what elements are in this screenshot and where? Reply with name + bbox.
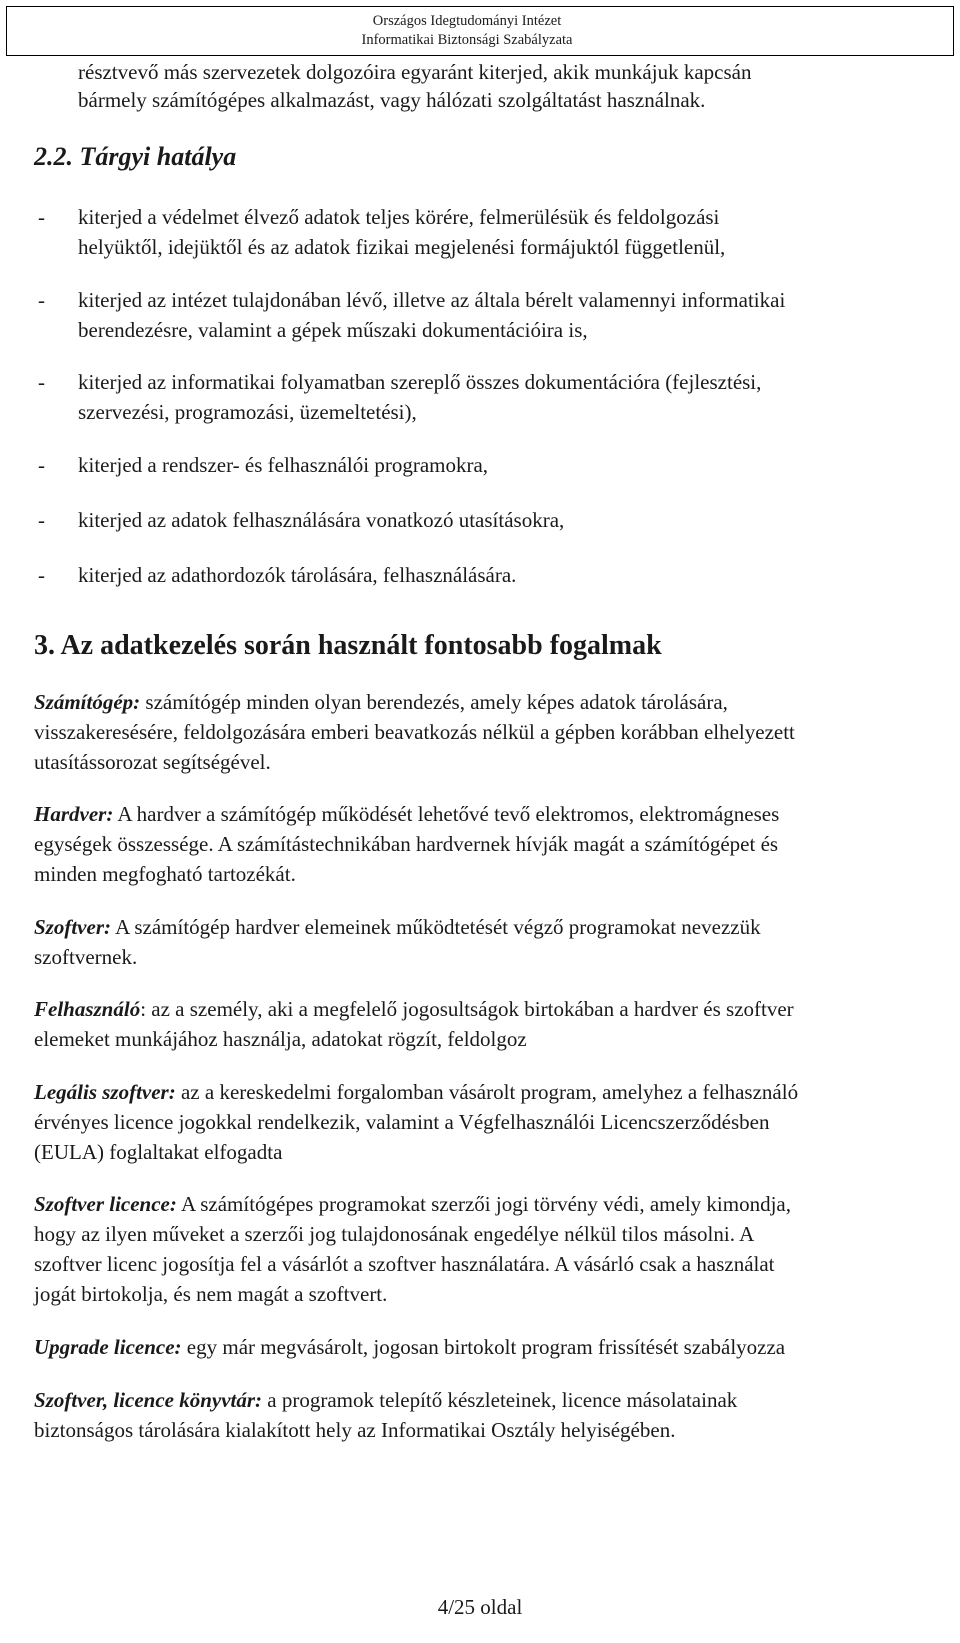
- definition-line: (EULA) foglaltakat elfogadta: [34, 1140, 283, 1164]
- list-item-line: kiterjed az informatikai folyamatban szereplő összes dokumentációra (fejlesztési,: [78, 370, 762, 394]
- list-dash: -: [38, 288, 45, 312]
- page-number: 4/25 oldal: [437, 1595, 523, 1619]
- list-item-line: kiterjed az intézet tulajdonában lévő, illetve az általa bérelt valamennyi informatikai: [78, 288, 786, 312]
- list-item-line: berendezésre, valamint a gépek műszaki dokumentációira is,: [78, 318, 588, 342]
- definition-line: Szoftver: A számítógép hardver elemeinek működtetését végző programokat nevezzük: [34, 915, 761, 939]
- section-3-heading: 3. Az adatkezelés során használt fontosabb fogalmak: [34, 630, 662, 661]
- definition-term: Szoftver licence:: [34, 1192, 177, 1216]
- header-document-title: Informatikai Biztonsági Szabályzata: [361, 32, 573, 48]
- list-item-line: kiterjed a rendszer- és felhasználói programokra,: [78, 453, 489, 477]
- definition-term: Szoftver, licence könyvtár:: [34, 1388, 263, 1412]
- definition-term: Számítógép:: [34, 690, 141, 714]
- list-item-line: kiterjed az adathordozók tárolására, felhasználására.: [78, 563, 517, 587]
- definition-line: elemeket munkájához használja, adatokat rögzít, feldolgoz: [34, 1027, 527, 1051]
- definition-term: Upgrade licence:: [34, 1335, 182, 1359]
- list-item-line: kiterjed a védelmet élvező adatok teljes körére, felmerülésük és feldolgozási: [78, 205, 720, 229]
- definition-line: Legális szoftver: az a kereskedelmi forgalomban vásárolt program, amelyhez a felhasználó: [34, 1080, 799, 1104]
- definition-line: jogát birtokolja, és nem magát a szoftvert.: [34, 1282, 388, 1306]
- definition-term: Szoftver:: [34, 915, 111, 939]
- definition-line: Szoftver licence: A számítógépes programokat szerzői jogi törvény védi, amely kimondja,: [34, 1192, 791, 1216]
- definition-line: biztonságos tárolására kialakított hely az Informatikai Osztály helyiségében.: [34, 1418, 676, 1442]
- definition-line: hogy az ilyen műveket a szerzői jog tulajdonosának engedélye nélkül tilos másolni. A: [34, 1222, 755, 1246]
- intro-line-2: bármely számítógépes alkalmazást, vagy hálózati szolgáltatást használnak.: [78, 88, 706, 112]
- list-dash: -: [38, 508, 45, 532]
- intro-line-1: résztvevő más szervezetek dolgozóira egyaránt kiterjed, akik munkájuk kapcsán: [78, 60, 752, 84]
- list-dash: -: [38, 453, 45, 477]
- section-2-2-heading: 2.2. Tárgyi hatálya: [34, 142, 237, 171]
- definition-line: Upgrade licence: egy már megvásárolt, jogosan birtokolt program frissítését szabályozza: [34, 1335, 786, 1359]
- header-institution: Országos Idegtudományi Intézet: [372, 13, 562, 29]
- definition-line: utasítássorozat segítségével.: [34, 750, 271, 774]
- definition-line: Felhasználó: az a személy, aki a megfelelő jogosultságok birtokában a hardver és szoftver: [34, 997, 794, 1021]
- list-item-line: helyüktől, idejüktől és az adatok fizikai megjelenési formájuktól függetlenül,: [78, 235, 726, 259]
- definition-line: szoftvernek.: [34, 945, 138, 969]
- definition-line: érvényes licence jogokkal rendelkezik, valamint a Végfelhasználói Licencszerződésben: [34, 1110, 770, 1134]
- list-item-line: kiterjed az adatok felhasználására vonatkozó utasításokra,: [78, 508, 565, 532]
- page-header: [6, 6, 954, 56]
- definition-term: Felhasználó: [34, 997, 141, 1021]
- list-item-line: szervezési, programozási, üzemeltetési),: [78, 400, 417, 424]
- definition-term: Hardver:: [34, 802, 114, 826]
- definition-line: egységek összessége. A számítástechnikában hardvernek hívják magát a számítógépet és: [34, 832, 779, 856]
- list-dash: -: [38, 563, 45, 587]
- list-dash: -: [38, 370, 45, 394]
- definition-line: minden megfogható tartozékát.: [34, 862, 296, 886]
- definition-line: Szoftver, licence könyvtár: a programok telepítő készleteinek, licence másolatainak: [34, 1388, 738, 1412]
- definition-line: visszakeresésére, feldolgozására emberi beavatkozás nélkül a gépben korábban elhelyezett: [34, 720, 795, 744]
- definition-term: Legális szoftver:: [34, 1080, 176, 1104]
- definition-line: szoftver licenc jogosítja fel a vásárlót a szoftver használatára. A vásárló csak a használat: [34, 1252, 775, 1276]
- header-text: [325, 12, 609, 50]
- definition-line: Számítógép: számítógép minden olyan berendezés, amely képes adatok tárolására,: [34, 690, 728, 714]
- definition-line: Hardver: A hardver a számítógép működését lehetővé tevő elektromos, elektromágneses: [34, 802, 780, 826]
- list-dash: -: [38, 205, 45, 229]
